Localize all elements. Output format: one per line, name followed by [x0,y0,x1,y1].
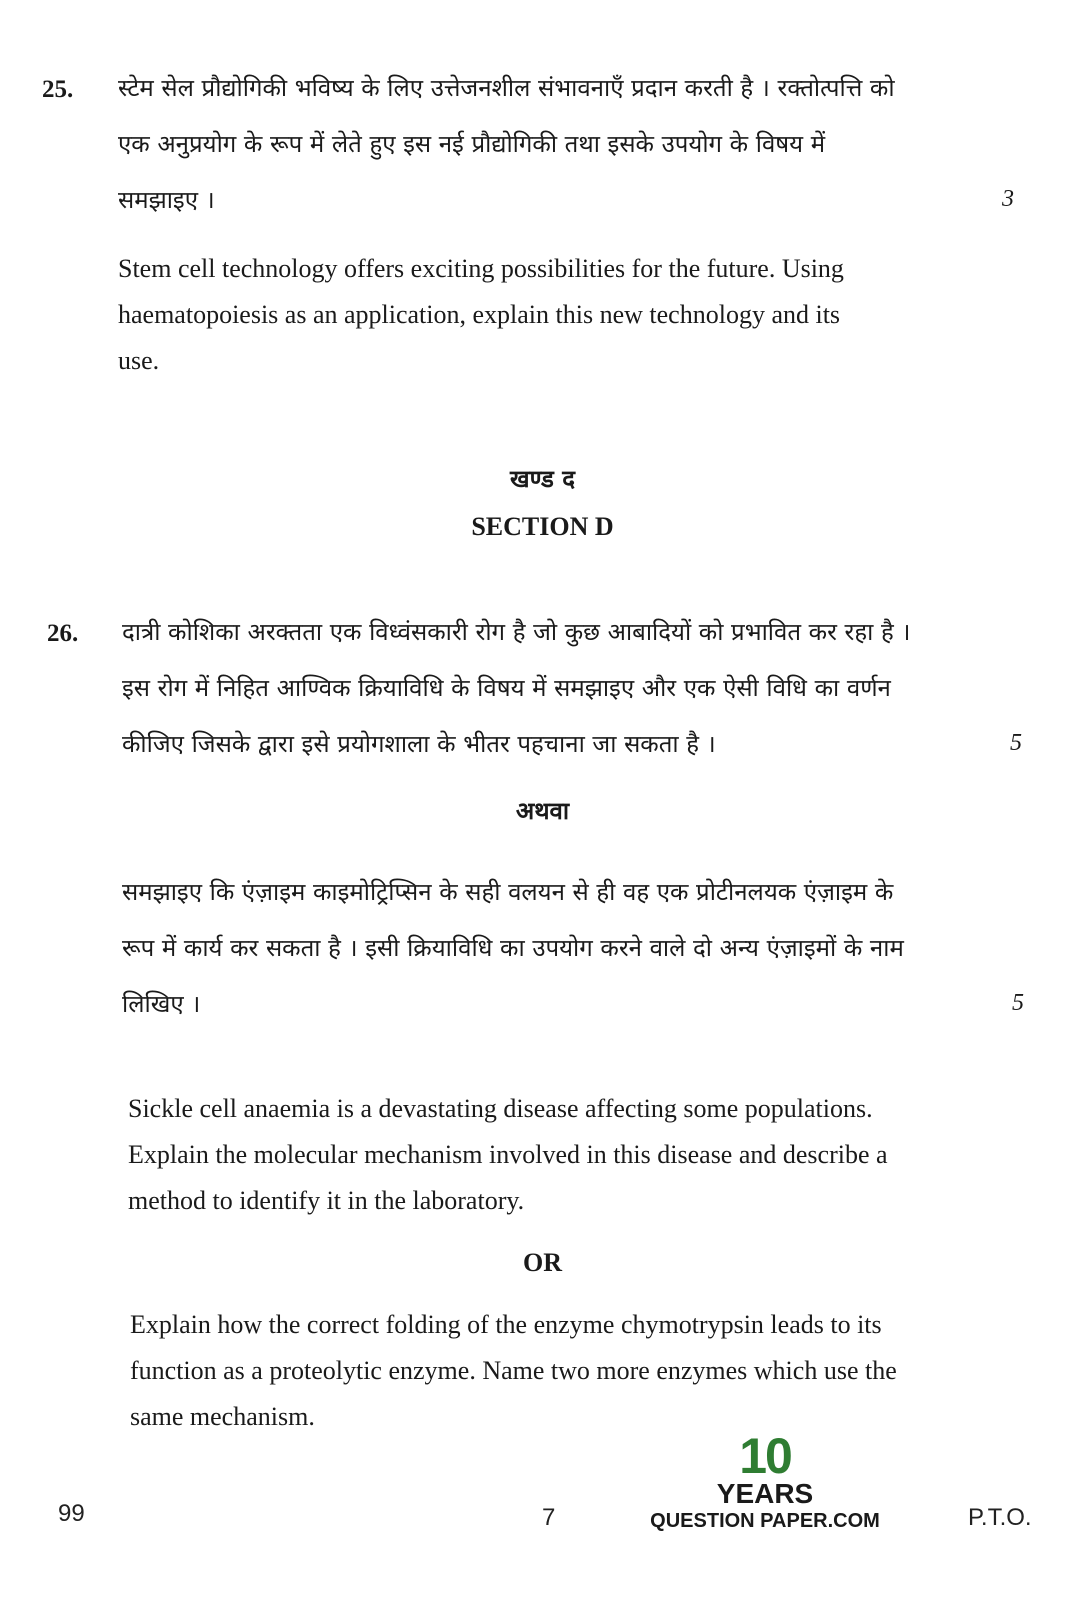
question-26-english-a-line: Sickle cell anaemia is a devastating disease affecting some populations. [128,1094,873,1123]
question-26-english-b-line: Explain how the correct folding of the enzyme chymotrypsin leads to its [130,1310,882,1339]
question-26-hindi-b-line: रूप में कार्य कर सकता है । इसी क्रियाविधि का उपयोग करने वाले दो अन्य एंज़ाइमों के नाम [122,934,904,962]
question-25-number: 25. [42,76,74,103]
question-26-english-b-line: function as a proteolytic enzyme. Name two more enzymes which use the [130,1356,897,1385]
section-heading-hindi: खण्ड द [510,465,575,493]
watermark-years: YEARS [716,1478,814,1509]
watermark-site: QUESTION PAPER.COM [650,1510,880,1532]
question-25-hindi-line: समझाइए । [118,186,215,214]
question-26-marks-b: 5 [1012,990,1024,1016]
question-26-number: 26. [47,620,79,647]
question-26-hindi-b-line: लिखिए । [122,990,201,1018]
question-26-english-a [128,1086,888,1224]
question-25-english-line: Stem cell technology offers exciting possibilities for the future. Using [118,254,844,283]
question-25-english-line: haematopoiesis as an application, explain this new technology and its [118,300,841,329]
question-25-hindi-line: एक अनुप्रयोग के रूप में लेते हुए इस नई प्रौद्योगिकी तथा इसके उपयोग के विषय में [118,130,826,158]
question-25-hindi [118,60,895,228]
question-25-hindi-line: स्टेम सेल प्रौद्योगिकी भविष्य के लिए उत्तेजनशील संभावनाएँ प्रदान करती है । रक्तोत्पत्ति को [118,74,895,102]
question-25-english [118,246,844,384]
question-26-hindi-b-line: समझाइए कि एंज़ाइम काइमोट्रिप्सिन के सही वलयन से ही वह एक प्रोटीनलयक एंज़ाइम के [122,878,894,906]
question-26-hindi-a-line: इस रोग में निहित आण्विक क्रियाविधि के विषय में समझाइए और एक ऐसी विधि का वर्णन [122,674,891,702]
question-26-hindi-a-line: कीजिए जिसके द्वारा इसे प्रयोगशाला के भीतर पहचाना जा सकता है । [122,730,716,758]
paper-code: 99 [58,1500,85,1527]
watermark-number: 10 [739,1428,791,1484]
question-26-marks-a: 5 [1010,730,1022,756]
question-26-english-a-line: Explain the molecular mechanism involved in this disease and describe a [128,1140,888,1169]
question-26-english-a-line: method to identify it in the laboratory. [128,1186,525,1215]
question-26-hindi-b [122,864,904,1032]
watermark-logo [650,1428,880,1534]
question-26-hindi-a-line: दात्री कोशिका अरक्तता एक विध्वंसकारी रोग है जो कुछ आबादियों को प्रभावित कर रहा है । [122,618,911,646]
pto-label: P.T.O. [968,1504,1032,1531]
section-heading-english: SECTION D [471,512,614,541]
question-25-english-line: use. [118,346,160,375]
question-26-hindi-a [122,604,910,772]
page-number: 7 [542,1504,556,1531]
question-25-marks: 3 [1002,186,1014,212]
question-26-english-b-line: same mechanism. [130,1402,315,1431]
or-heading-english: OR [523,1248,562,1277]
question-26-english-b [130,1302,897,1440]
or-heading-hindi: अथवा [515,797,570,825]
